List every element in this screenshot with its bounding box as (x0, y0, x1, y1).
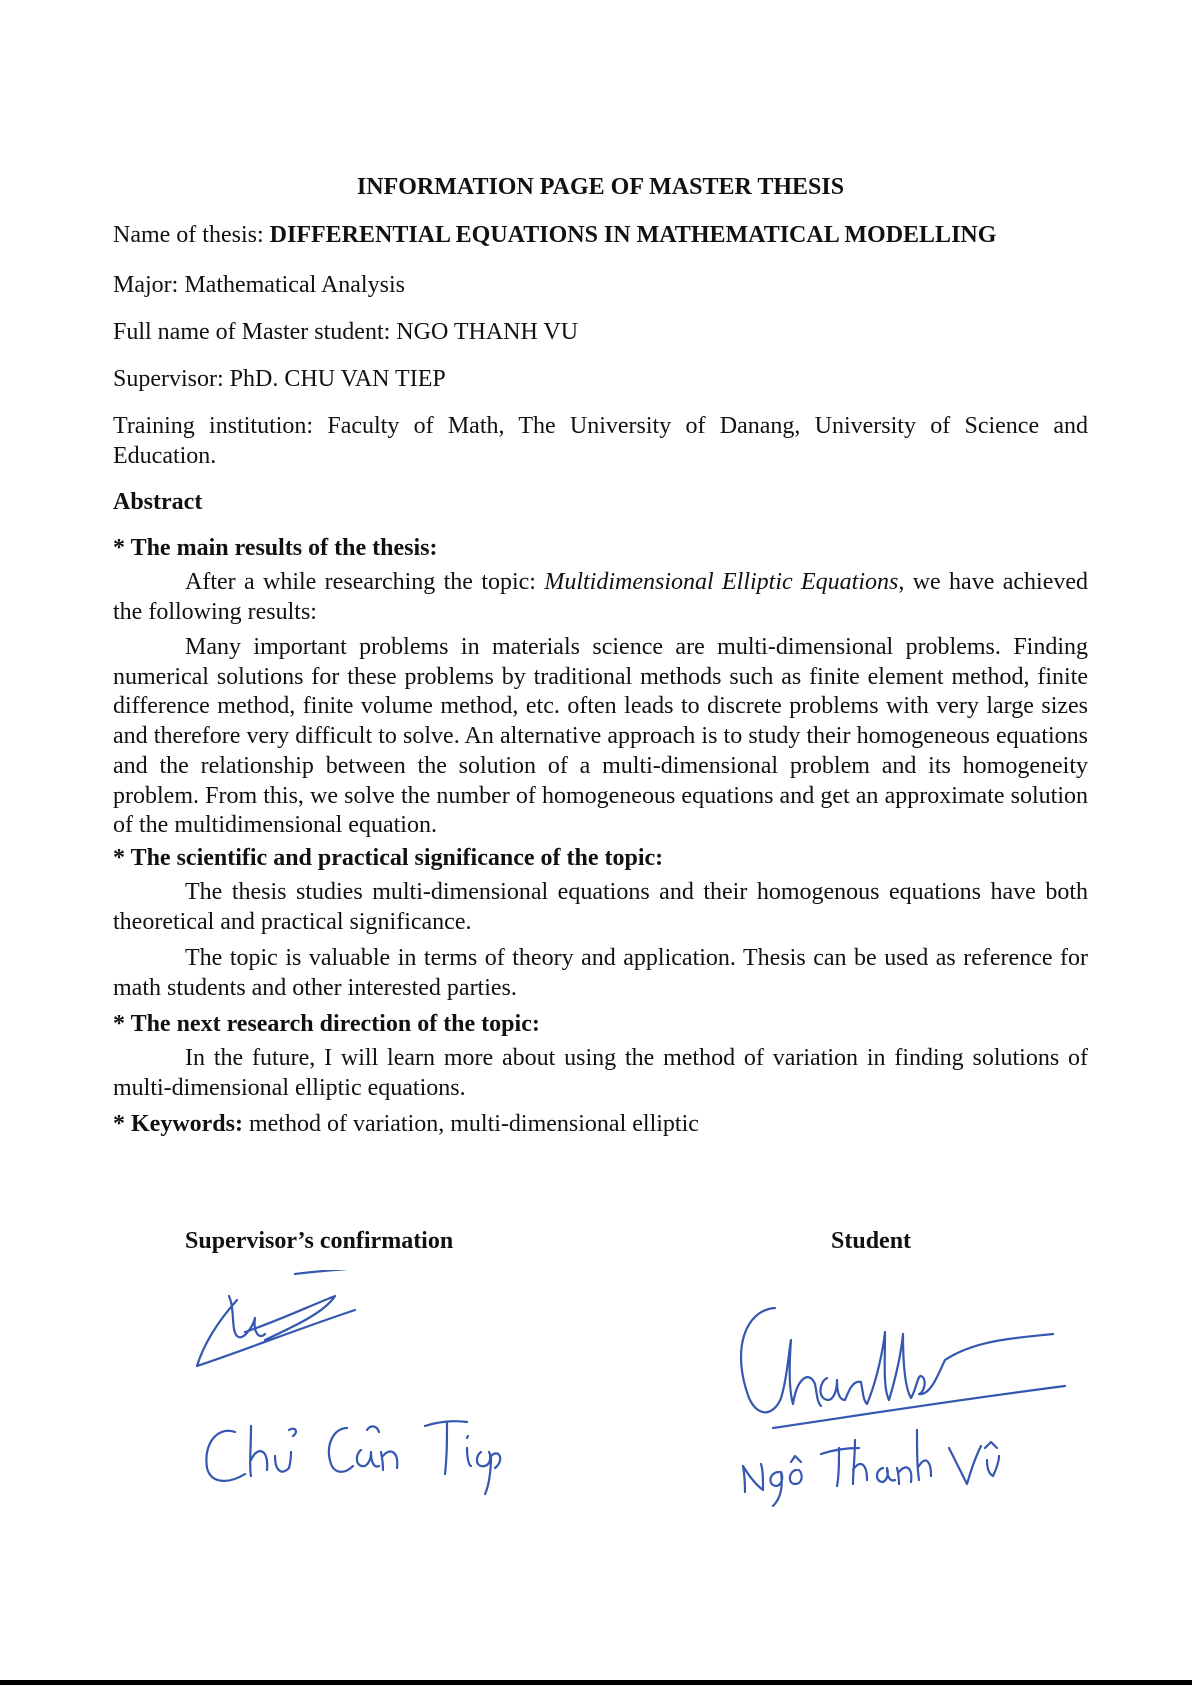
institution-row (113, 411, 1088, 471)
significance-paragraph-1: The thesis studies multi-dimensional equations and their homogenous equations have both theoretical and practical significance. (113, 878, 1088, 935)
main-results-intro (113, 567, 1088, 627)
student-signature-label: Student (831, 1228, 912, 1254)
main-results-intro-after: , we have achieved the following results: (113, 569, 1088, 625)
major-label: Major: (113, 272, 179, 298)
main-results-body: Many important problems in materials science are multi-dimensional problems. Finding numerical solutions for these problems by traditional methods such as finite element method, finite difference method, finite volume method, etc. often leads to discrete problems with very large sizes and therefore very difficult to solve. An alternative approach is to study their homogeneous equations and the relationship between the solution of a multi-dimensional problem and its homogeneity problem. From this, we solve the number of homogeneous equations and get an approximate solution of the multidimensional equation. (113, 634, 1088, 839)
student-label: Full name of Master student: (113, 319, 391, 345)
keywords-row (113, 1109, 1088, 1139)
abstract-heading: Abstract (113, 489, 203, 515)
document-body (113, 172, 1088, 1159)
next-direction-paragraph: In the future, I will learn more about using the method of variation in finding solutions of multi-dimensional elliptic equations. (113, 1044, 1088, 1101)
page-bottom-rule (0, 1680, 1192, 1685)
main-results-topic: Multidimensional Elliptic Equations (544, 569, 899, 595)
thesis-name-value: DIFFERENTIAL EQUATIONS IN MATHEMATICAL MODELLING (269, 222, 997, 248)
keywords-label: * Keywords: (113, 1110, 243, 1137)
thesis-name-row (113, 220, 1088, 250)
main-results-heading: * The main results of the thesis: (113, 535, 438, 561)
significance-paragraph-2: The topic is valuable in terms of theory and application. Thesis can be used as reference for math students and other interested parties. (113, 944, 1088, 1001)
main-results-intro-before: After a while researching the topic: (185, 569, 545, 595)
major-value: Mathematical Analysis (184, 272, 405, 298)
institution-label: Training institution: (113, 413, 314, 439)
thesis-name-label: Name of thesis: (113, 222, 264, 248)
institution-value: Faculty of Math, The University of Danang, University of Science and Education. (113, 413, 1089, 469)
supervisor-row (113, 364, 1088, 394)
supervisor-signature (185, 1270, 505, 1510)
significance-heading: * The scientific and practical significance of the topic: (113, 844, 664, 871)
supervisor-confirmation-label: Supervisor’s confirmation (185, 1228, 454, 1254)
supervisor-value: PhD. CHU VAN TIEP (229, 366, 446, 392)
student-signature (735, 1280, 1075, 1510)
keywords-value: method of variation, multi-dimensional elliptic (248, 1110, 699, 1137)
student-value: NGO THANH VU (396, 319, 579, 345)
supervisor-label: Supervisor: (113, 366, 224, 392)
student-row (113, 317, 1088, 347)
next-direction-heading: * The next research direction of the topic: (113, 1010, 540, 1037)
major-row (113, 270, 1088, 300)
page-title: INFORMATION PAGE OF MASTER THESIS (356, 174, 845, 200)
